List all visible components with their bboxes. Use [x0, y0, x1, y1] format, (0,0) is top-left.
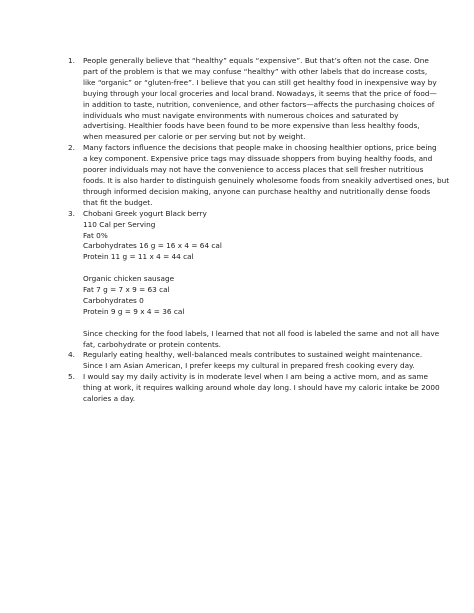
text-line: Carbohydrates 0 — [83, 295, 144, 305]
list-number: 2. — [68, 143, 75, 153]
text-line: that fit the budget. — [83, 197, 153, 207]
text-line: Since checking for the food labels, I learned that not all food is labeled the same and not all have — [83, 328, 440, 338]
list-number: 5. — [68, 372, 75, 382]
nutrition-block-yogurt — [83, 209, 412, 264]
paragraph — [83, 328, 440, 351]
blank-line — [83, 263, 412, 274]
text-line: a key component. Expensive price tags may dissuade shoppers from buying healthy foods, and — [83, 154, 433, 164]
text-line: I would say my daily activity is in moderate level when I am being a active mom, and as same — [83, 372, 429, 382]
text-line: foods. It is also harder to distinguish genuinely wholesome foods from sneakily advertised ones, but — [83, 175, 450, 185]
list-number: 4. — [68, 350, 75, 360]
text-line: part of the problem is that we may confuse “healthy” with other labels that do increase costs, — [83, 66, 428, 76]
text-line: People generally believe that “healthy” equals “expensive”. But that’s often not the case. One — [83, 56, 429, 65]
text-line: fat, carbohydrate or protein contents. — [83, 339, 221, 349]
text-line: Carbohydrates 16 g = 16 x 4 = 64 cal — [83, 241, 222, 251]
text-line: 110 Cal per Serving — [83, 219, 156, 229]
text-line: through informed decision making, anyone can purchase healthy and nutritionally dense foods — [83, 186, 431, 196]
paragraph — [83, 372, 440, 405]
answer-list — [68, 56, 450, 405]
text-line: advertising. Healthier foods have been found to be more expensive than less healthy foods, — [83, 121, 420, 131]
text-line: Since I am Asian American, I prefer keeps my cultural in prepared fresh cooking every day. — [83, 361, 415, 371]
text-line: buying through your local groceries and local brand. Nowadays, it seems that the price of food— — [83, 88, 437, 98]
list-item-2 — [68, 143, 450, 208]
text-line: poorer individuals may not have the convenience to access places that sell fresher nutritious — [83, 165, 424, 175]
text-line: Fat 0% — [83, 230, 108, 240]
paragraph — [83, 143, 450, 208]
text-line: Protein 9 g = 9 x 4 = 36 cal — [83, 306, 185, 316]
text-line: Protein 11 g = 11 x 4 = 44 cal — [83, 252, 194, 262]
text-line: thing at work, it requires walking around whole day long. I should have my caloric intake be 2000 — [83, 383, 440, 393]
list-item-5 — [68, 372, 440, 405]
text-line: when measured per calorie or per serving but not by weight. — [83, 132, 306, 142]
blank-line — [83, 318, 412, 329]
text-line: Organic chicken sausage — [83, 274, 175, 284]
text-line: Chobani Greek yogurt Black berry — [83, 208, 207, 218]
text-line: Many factors influence the decisions that people make in choosing healthier options, price being — [83, 143, 437, 153]
list-item-3 — [68, 208, 440, 351]
nutrition-block-sausage — [83, 274, 412, 318]
text-line: like “organic” or “gluten-free”. I believe that you can still get healthy food in inexpensive way by — [83, 77, 437, 87]
paragraph — [83, 56, 437, 143]
list-item-4 — [68, 350, 423, 372]
text-line: Regularly eating healthy, well-balanced meals contributes to sustained weight maintenance. — [83, 350, 423, 360]
text-line: individuals who must navigate environments with numerous choices and saturated by — [83, 110, 399, 120]
text-line: calories a day. — [83, 394, 136, 404]
paragraph — [83, 350, 423, 372]
list-number: 3. — [68, 208, 75, 218]
list-item-1 — [68, 56, 437, 143]
list-number: 1. — [68, 56, 75, 65]
text-line: Fat 7 g = 7 x 9 = 63 cal — [83, 285, 170, 295]
text-line: in addition to taste, nutrition, convenience, and other factors—affects the purchasing choices of — [83, 99, 435, 109]
